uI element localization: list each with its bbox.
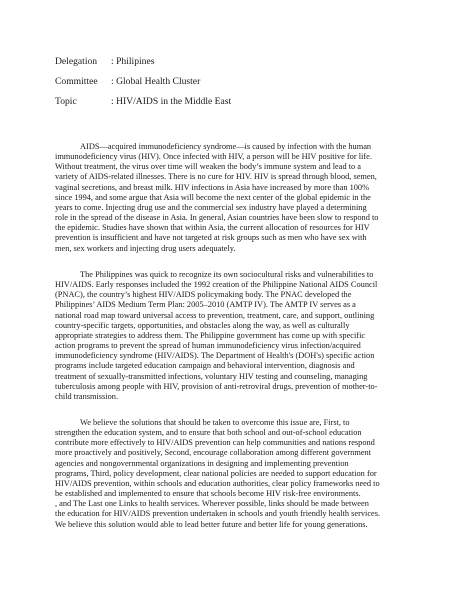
text-line: child transmission. [55,391,119,401]
paragraph-philippines-response [55,270,417,402]
delegation-row [55,56,154,68]
topic-row [55,96,231,108]
text-line: strengthen the education system, and to ensure that both school and out-of-school education [55,428,362,438]
text-line: be established and implemented to ensure that schools become HIV risk-free environments. [55,489,361,499]
delegation-value: : Philipines [111,56,155,67]
text-line: HIV/AIDS prevention, within schools and education authorities, clear policy frameworks need to [55,478,380,488]
text-line: since 1994, and some argue that Asia will become the next center of the global epidemic in the [55,192,371,202]
paragraph-proposed-solutions [55,418,417,530]
text-line: Philippines’ AIDS Medium Term Plan: 2005–2010 (AMTP IV). The AMTP IV serves as a [55,300,356,310]
text-line: appropriate strategies to address them. The Philippine government has come up with specific [55,330,366,340]
text-line: , and The Last one Links to health services. Wherever possible, links should be made between [55,499,369,509]
topic-value: : HIV/AIDS in the Middle East [111,96,232,107]
text-line: (PNAC), the country’s highest HIV/AIDS policymaking body. The PNAC developed the [55,290,352,300]
text-line: the education for HIV/AIDS prevention undertaken in schools and youth friendly health services. [55,509,381,519]
topic-label: Topic [55,96,77,107]
text-line: action programs to prevent the spread of human immunodeficiency virus infection/acquired [55,341,361,351]
text-line: role in the spread of the disease in Asia. In general, Asian countries have been slow to respond to [55,213,379,223]
committee-label: Committee [55,76,98,87]
text-line: programs, Third, policy development, clear national policies are needed to support education for [55,468,377,478]
text-line: HIV/AIDS. Early responses included the 1992 creation of the Philippine National AIDS Council [55,280,378,290]
text-line: more proactively and positively, Second, encourage collaboration among different government [55,448,372,458]
text-line: prevention is insufficient and have not targeted at risk groups such as men who have sex with [55,233,367,243]
text-line: national road map toward universal access to prevention, treatment, care, and support, outlining [55,310,375,320]
text-line: tuberculosis among people with HIV, provision of anti-retroviral drugs, prevention of mother-to- [55,381,378,391]
text-line: years to come. Injecting drug use and the commercial sex industry have played a determining [55,202,367,212]
text-line: The Philippines was quick to recognize its own sociocultural risks and vulnerabilities to [55,270,374,279]
text-line: vaginal secretions, and breast milk. HIV infections in Asia have increased by more than 100% [55,182,370,192]
committee-row [55,76,200,88]
text-line: We believe the solutions that should be taken to overcome this issue are, First, to [55,418,350,427]
text-line: variety of AIDS-related illnesses. There is no cure for HIV. HIV is spread through blood, semen, [55,172,377,182]
text-line: the epidemic. Studies have shown that within Asia, the current allocation of resources for HIV [55,223,370,233]
text-line: men, sex workers and injecting drug users adequately. [55,243,236,253]
text-line: treatment of sexually-transmitted infections, voluntary HIV testing and counseling, managing [55,371,368,381]
committee-value: : Global Health Cluster [111,76,201,87]
text-line: Without treatment, the virus over time will weaken the body’s immune system and lead to a [55,162,361,172]
delegation-label: Delegation [55,56,98,67]
text-line: We believe this solution would able to lead better future and better life for young generations. [55,519,368,529]
text-line: agencies and nongovernmental organizations in designing and implementing prevention [55,458,349,468]
text-line: contribute more effectively to HIV/AIDS prevention can help communities and nations respond [55,438,375,448]
text-line: immunodeficiency virus (HIV). Once infected with HIV, a person will be HIV positive for life. [55,152,372,162]
text-line: programs include targeted education campaign and behavioral intervention, diagnosis and [55,361,355,371]
text-line: immunodeficiency syndrome (HIV/AIDS). The Department of Health's (DOH's) specific action [55,351,375,361]
paragraph-aids-overview [55,142,417,254]
text-line: AIDS—acquired immunodeficiency syndrome—is caused by infection with the human [55,142,372,151]
text-line: country-specific targets, opportunities, and obstacles along the way, as well as culturally [55,320,350,330]
